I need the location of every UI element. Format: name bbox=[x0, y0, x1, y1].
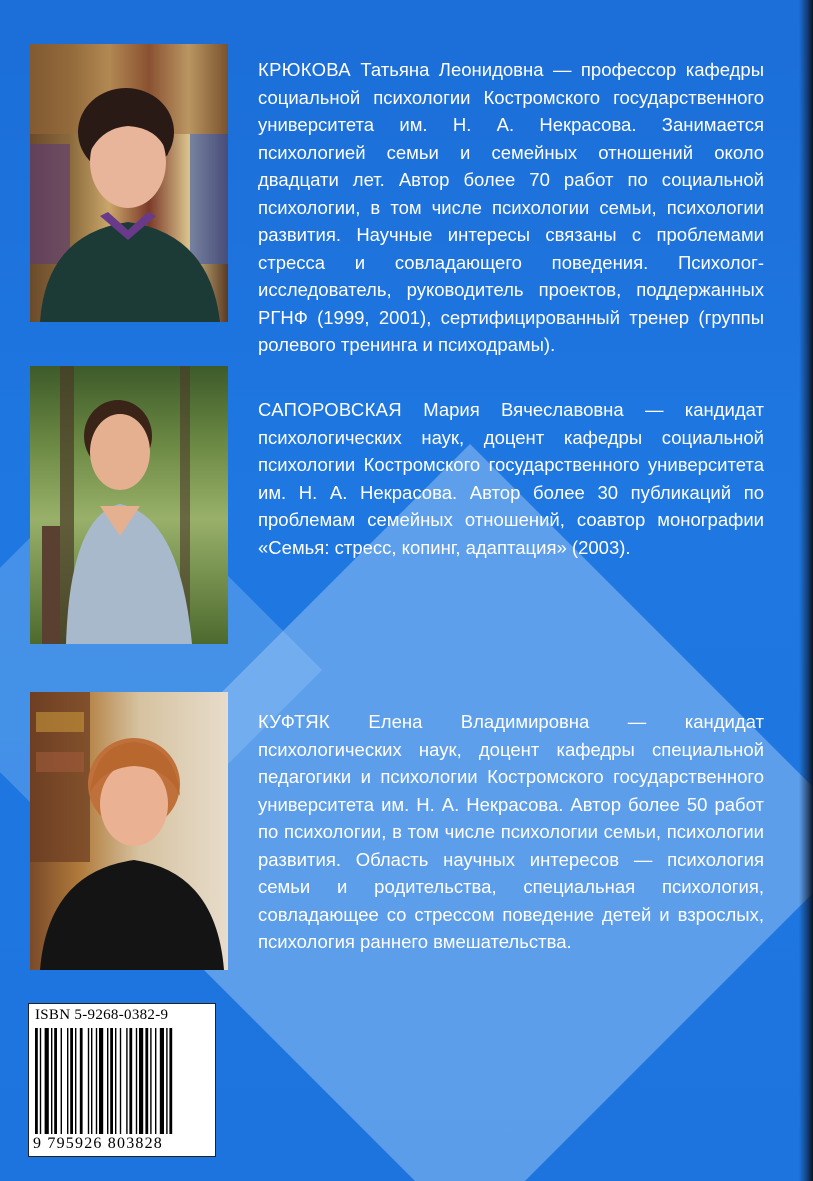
author-photo-saporovskaya bbox=[30, 366, 228, 644]
cover-edge bbox=[799, 0, 813, 1181]
author-bio-text: Елена Владимировна — кандидат психологических наук, доцент кафедры специальной педагогики и психологии Костромского государственного университета им. Н. А. Некрасова. Автор более 50 работ по психологии, в том числе психологии семьи, психологии развития. Область научных интересов — психология семьи и родительства, специальная психология, совладающее со стрессом поведение детей и взрослых, психология раннего вмешательства. bbox=[258, 711, 764, 952]
author-bio-text: Мария Вячеславовна — кандидат психологических наук, доцент кафедры социальной психологии Костромского государственного университета им. Н. А. Некрасова. Автор более 30 публикаций по проблемам семейных отношений, соавтор монографии «Семья: стресс, копинг, адаптация» (2003). bbox=[258, 399, 764, 558]
author-name: САПОРОВСКАЯ bbox=[258, 399, 402, 420]
portrait-image bbox=[30, 366, 228, 644]
portrait-image bbox=[30, 692, 228, 970]
barcode-icon bbox=[35, 1028, 209, 1134]
author-photo-kryukova bbox=[30, 44, 228, 322]
author-bio-kryukova bbox=[258, 56, 764, 359]
isbn-barcode-block bbox=[28, 1003, 216, 1157]
author-bio-text: Татьяна Леонидовна — профессор кафедры социальной психологии Костромского государственного университета им. Н. А. Некрасова. Занимается психологией семьи и семейных отношений около двадцати лет. Автор более 70 работ по социальной психологии, в том числе психологии семьи, психологии развития. Научные интересы связаны с проблемами стресса и совладающего поведения. Психолог-исследователь, руководитель проектов, поддержанных РГНФ (1999, 2001), сертифицированный тренер (группы ролевого тренинга и психодрамы). bbox=[258, 59, 764, 355]
author-bio-saporovskaya bbox=[258, 396, 764, 561]
isbn-digits: 9 795926 803828 bbox=[33, 1135, 163, 1152]
author-photo-kuftyak bbox=[30, 692, 228, 970]
isbn-label: ISBN 5-9268-0382-9 bbox=[35, 1007, 169, 1023]
portrait-image bbox=[30, 44, 228, 322]
author-bio-kuftyak bbox=[258, 708, 764, 956]
author-name: КРЮКОВА bbox=[258, 59, 351, 80]
author-name: КУФТЯК bbox=[258, 711, 330, 732]
